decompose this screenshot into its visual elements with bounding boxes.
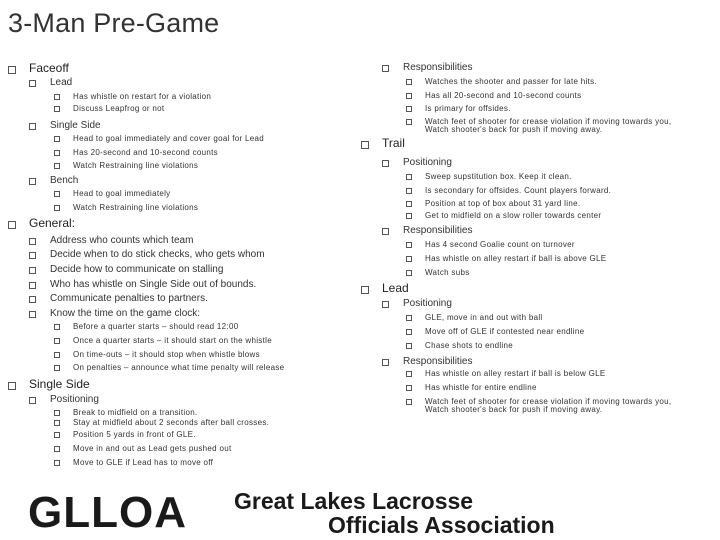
square-bullet-icon xyxy=(406,399,412,405)
outline-item-text: Address who counts which team xyxy=(50,235,194,246)
outline-item-text: Watches the shooter and passer for late hits. xyxy=(425,77,597,86)
square-bullet-icon xyxy=(406,385,412,391)
square-bullet-icon xyxy=(382,160,389,167)
right-outline-item-level1 xyxy=(382,282,409,296)
right-outline-item-level2 xyxy=(403,225,472,237)
outline-item-text: Single Side xyxy=(29,377,90,391)
outline-item-text: Is secondary for offsides. Count players forward. xyxy=(425,186,612,195)
square-bullet-icon xyxy=(406,106,412,112)
outline-item-text: Once a quarter starts – it should start on the whistle xyxy=(73,336,272,345)
outline-item-text: Discuss Leapfrog or not xyxy=(73,104,165,113)
outline-item-text: Has whistle on restart for a violation xyxy=(73,92,212,101)
outline-item-text: Decide how to communicate on stalling xyxy=(50,264,224,275)
outline-item-text: Get to midfield on a slow roller towards center xyxy=(425,211,602,220)
outline-item-text: Has 20-second and 10-second counts xyxy=(73,148,218,157)
outline-item-text: General: xyxy=(29,216,76,230)
outline-item-text: Move off of GLE if contested near endline xyxy=(425,327,585,336)
right-outline-item-level3 xyxy=(425,104,511,113)
outline-item-text: Has whistle for entire endline xyxy=(425,383,537,392)
right-outline-item-level3 xyxy=(425,186,611,195)
outline-item-text: Sweep supstitution box. Keep it clean. xyxy=(425,172,572,181)
outline-item-text: Bench xyxy=(50,175,79,186)
page-title: 3-Man Pre-Game xyxy=(8,8,220,38)
outline-item-text: Stay at midfield about 2 seconds after ball crosses. xyxy=(73,418,270,427)
square-bullet-icon xyxy=(406,213,412,219)
right-outline-item-level3 xyxy=(425,268,470,277)
right-outline-item-level3 xyxy=(425,254,606,263)
right-outline-item-level1 xyxy=(382,137,405,151)
outline-item-text: Watch shooter's back for push if moving away. xyxy=(425,125,603,134)
outline-item-text: Has all 20-second and 10-second counts xyxy=(425,91,582,100)
square-bullet-icon xyxy=(406,79,412,85)
right-outline-item-level2 xyxy=(403,298,452,310)
outline-item-text: Position 5 yards in front of GLE. xyxy=(73,430,196,439)
right-outline-item-level3 xyxy=(425,125,602,134)
outline-item-text: Chase shots to endline xyxy=(425,341,513,350)
square-bullet-icon xyxy=(406,242,412,248)
outline-item-text: Position at top of box about 31 yard line. xyxy=(425,199,581,208)
outline-item-text: GLE, move in and out with ball xyxy=(425,313,543,322)
outline-item-text: Lead xyxy=(382,281,409,295)
square-bullet-icon xyxy=(382,359,389,366)
outline-item-text: Who has whistle on Single Side out of bounds. xyxy=(50,279,257,290)
outline-item-text: On time-outs – it should stop when whistle blows xyxy=(73,350,260,359)
right-outline-item-level3 xyxy=(425,211,601,220)
square-bullet-icon xyxy=(382,301,389,308)
outline-item-text: Has whistle on alley restart if ball is below GLE xyxy=(425,369,606,378)
square-bullet-icon xyxy=(382,65,389,72)
square-bullet-icon xyxy=(406,315,412,321)
outline-item-text: Responsibilities xyxy=(403,62,473,73)
right-outline-item-level3 xyxy=(425,91,581,100)
outline-item-text: Trail xyxy=(382,136,405,150)
outline-item-text: Before a quarter starts – should read 12:00 xyxy=(73,322,239,331)
org-name-line-2: Officials Association xyxy=(328,512,555,538)
outline-item-text: Positioning xyxy=(403,157,452,168)
outline-item-text: Head to goal immediately xyxy=(73,189,171,198)
outline-item-text: Head to goal immediately and cover goal for Lead xyxy=(73,134,264,143)
outline-item-text: Move to GLE if Lead has to move off xyxy=(73,458,214,467)
square-bullet-icon xyxy=(406,188,412,194)
square-bullet-icon xyxy=(406,256,412,262)
outline-item-text: Faceoff xyxy=(29,61,69,75)
org-name-line-1: Great Lakes Lacrosse xyxy=(234,488,474,514)
square-bullet-icon xyxy=(406,201,412,207)
square-bullet-icon xyxy=(406,174,412,180)
outline-item-text: Has 4 second Goalie count on turnover xyxy=(425,240,575,249)
outline-item-text: On penalties – announce what time penalty will release xyxy=(73,363,285,372)
outline-item-text: Positioning xyxy=(50,394,99,405)
outline-item-text: Move in and out as Lead gets pushed out xyxy=(73,444,232,453)
right-outline-item-level3 xyxy=(425,172,572,181)
square-bullet-icon xyxy=(361,141,369,149)
outline-item-text: Break to midfield on a transition. xyxy=(73,408,198,417)
right-outline-item-level3 xyxy=(425,369,606,378)
right-outline-item-level3 xyxy=(425,313,543,322)
outline-item-text: Has whistle on alley restart if ball is above GLE xyxy=(425,254,607,263)
right-outline-item-level2 xyxy=(403,157,452,169)
outline-item-text: Is primary for offsides. xyxy=(425,104,511,113)
footer-logo-bar xyxy=(0,480,720,540)
outline-item-text: Watch feet of shooter for crease violation if moving towards you, xyxy=(425,117,672,126)
right-outline-item-level3 xyxy=(425,327,584,336)
outline-item-text: Watch subs xyxy=(425,268,470,277)
outline-item-text: Know the time on the game clock: xyxy=(50,308,201,319)
right-outline-item-level2 xyxy=(403,62,472,74)
outline-item-text: Responsibilities xyxy=(403,225,473,236)
right-outline-item-level3 xyxy=(425,240,575,249)
outline-item-text: Positioning xyxy=(403,298,452,309)
right-outline-item-level3 xyxy=(425,383,537,392)
right-outline-item-level3 xyxy=(425,77,597,86)
right-outline-item-level2 xyxy=(403,356,472,368)
square-bullet-icon xyxy=(406,371,412,377)
square-bullet-icon xyxy=(406,119,412,125)
outline-item-text: Watch Restraining line violations xyxy=(73,161,199,170)
outline-item-text: Lead xyxy=(50,77,73,88)
gllo-logo: GLLOA xyxy=(28,488,187,537)
outline-item-text: Responsibilities xyxy=(403,356,473,367)
right-outline-item-level3 xyxy=(425,405,602,414)
right-outline-item-level3 xyxy=(425,341,513,350)
outline-item-text: Decide when to do stick checks, who gets whom xyxy=(50,249,265,260)
square-bullet-icon xyxy=(382,228,389,235)
outline-item-text: Watch shooter's back for push if moving away. xyxy=(425,405,603,414)
square-bullet-icon xyxy=(361,286,369,294)
outline-item-text: Communicate penalties to partners. xyxy=(50,293,208,304)
square-bullet-icon xyxy=(406,329,412,335)
outline-item-text: Watch Restraining line violations xyxy=(73,203,199,212)
square-bullet-icon xyxy=(406,93,412,99)
outline-item-text: Single Side xyxy=(50,120,101,131)
square-bullet-icon xyxy=(406,270,412,276)
outline-item-text: Watch feet of shooter for crease violation if moving towards you, xyxy=(425,397,672,406)
right-outline-item-level3 xyxy=(425,199,580,208)
square-bullet-icon xyxy=(406,343,412,349)
